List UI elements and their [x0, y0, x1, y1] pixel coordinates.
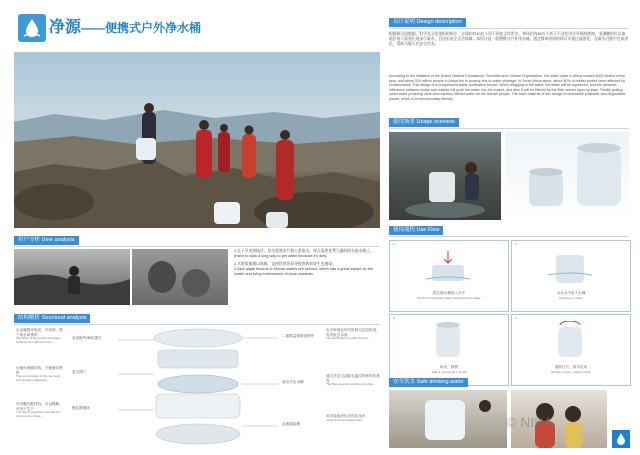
flow-step-1	[389, 240, 509, 312]
structure-note-5: 通过多层过滤除去悬浮物和有机物等 The filter element consists of a fiber...	[326, 374, 380, 387]
step-2-cn: 水从水中进入水桶	[556, 291, 586, 295]
badge-logo-icon	[612, 430, 630, 448]
user-photo-1	[14, 249, 130, 305]
step-3-en: Take it out and let it sit still	[431, 370, 467, 374]
usage-photo-1	[389, 132, 501, 220]
step-number: 1	[393, 242, 395, 246]
drinking-photo-1	[389, 390, 507, 448]
structure-note-6: 用来装载净化后的饮用水 Used to store treated water...	[326, 414, 366, 422]
divider	[389, 236, 629, 237]
part-label-1: 食品级PVB/软提手	[72, 336, 102, 340]
user-point-1-cn: 1.在干旱炎热地区，居民需要步行数公里取水，每天需要花费大量时间在取水路上。	[234, 249, 374, 253]
user-point-1-en: (Have to walk a long way to get water because it's dirty.	[234, 254, 328, 258]
step-1-cn: 将压缩水桶放入水中	[432, 291, 466, 295]
step-number: 4	[515, 316, 517, 320]
divider	[389, 28, 629, 29]
part-label-6: 滤液盛装桶	[282, 422, 300, 426]
step-number: 3	[393, 316, 395, 320]
user-analysis-text	[234, 249, 380, 277]
step-4-illustration	[546, 321, 594, 361]
user-point-2-en: 2.Blue algae blooms in African waters are serious, which has a great impact on the health and living environment of local residents.	[234, 267, 373, 276]
page-title: 净源——便携式户外净水桶	[49, 19, 202, 36]
structure-note-1: 由金属提环组成，可拆卸，便于取水和携带 The body of the bucket and water collection is made from the...	[16, 328, 63, 344]
structure-note-3: 采用聚乳酸材料，可以降解，可用于生产 The use of polylactic material can improve the stress...	[16, 402, 63, 418]
step-number: 2	[515, 242, 517, 246]
step-2-en: Dumping in water	[559, 296, 583, 300]
design-description-cn: 根据联合国数据，科学及文化组织的统计，全球约有40亿人用不到安全饮用水，每年约有80万人死于不洁饮用水导致的疾病。非洲撒哈拉以南地区的人需要长途步行取水，且用水安全无法保障。本设计是一款便携式户外净水桶，通过简单的结构即可实现过滤净化，在取水过程中完成净化，帮助当地人民安全饮水。	[389, 32, 629, 46]
divider	[14, 324, 380, 325]
usage-photo-2	[505, 132, 629, 220]
step-1-illustration	[424, 249, 472, 287]
section-safe-drinking: 安全饮水 Safe drinking water	[389, 378, 468, 387]
structure-note-2: 压缩可伸缩结构，方便储存携带 The compression of the cup body and as safe a pleasure...	[16, 366, 63, 382]
brand-logo-icon	[18, 14, 46, 42]
section-structure: 结构解析 Structural analysis	[14, 314, 90, 323]
divider	[14, 246, 380, 247]
section-usage-scene: 使用场景 Usage scenario	[389, 118, 459, 127]
step-1-en: Put the compressed water bucket into the water	[417, 296, 481, 300]
flow-step-2	[511, 240, 631, 312]
step-3-illustration	[424, 321, 472, 361]
hero-photo	[14, 52, 380, 228]
structure-note-4: 由多种颜色的可拆卸过滤层组成，有效除去杂质 The purification of water can be...	[326, 328, 380, 341]
design-description-en: According to the statistics of the United Nations Educational, Scientific and Cultural Organization, the water crisis in Africa causes 6000 deaths every year, and about 300 million people in Africa live in poverty due to water shortage. In South Africa alone, about 40% of rubber bottles were affected by contaminants. This design is a compressed water purification bucket. When dragging in the water, the water will be squeezed, and the pressure difference between inside and outside will push the water into the bucket, and then it will be filtered by the filter screen layer by layer. Finally getting clean water providing clean and sanitary filtered water for the African people. The main material of this design is renewable polylactic and degradable plastic, which is environmentally friendly.	[389, 74, 626, 101]
step-2-illustration	[546, 249, 594, 287]
step-4-en: Rotate to open, ready to drink	[551, 370, 591, 374]
divider	[389, 128, 629, 129]
part-label-3: 聚乳酸桶体	[72, 406, 90, 410]
watermark: © NIKA	[506, 414, 553, 430]
step-3-cn: 取出，静置	[440, 365, 458, 369]
section-user-analysis: 用户分析 User analysis	[14, 236, 79, 245]
flow-step-3	[389, 314, 509, 386]
user-point-2-cn: 2.水源质量难以保障，直接饮用容易导致疾病和寄生虫感染。	[234, 262, 336, 266]
section-usage-flow: 使用流程 Use Flow	[389, 226, 443, 235]
exploded-view	[118, 326, 278, 450]
step-4-cn: 旋转打开，即可饮用	[554, 365, 588, 369]
part-label-2: 复合网门	[72, 370, 87, 374]
user-photo-2	[132, 249, 228, 305]
part-label-5: 流出式出水槽	[282, 380, 304, 384]
section-design-description: 设计说明 Design description	[389, 18, 466, 27]
flow-step-4	[511, 314, 631, 386]
part-label-4: 二重重量物增加程序	[282, 334, 315, 338]
